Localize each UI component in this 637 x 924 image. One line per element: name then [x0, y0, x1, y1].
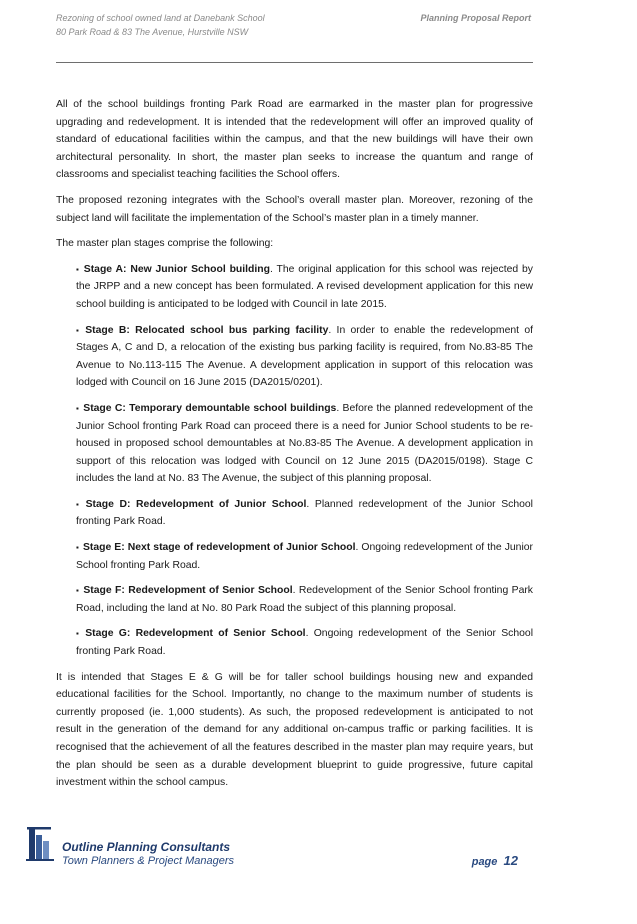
list-item [76, 582, 533, 617]
header-divider [56, 62, 533, 63]
bullet-icon: ▪ [76, 586, 80, 596]
stage-title: Stage G: Redevelopment of Senior School [85, 628, 306, 640]
stages-list [56, 261, 533, 661]
stage-text: . The original application for this school was rejected by the JRPP and a new concept has been formulated. A revised development application for this new school building is anticipated to be lodged with Council in late 2015. [76, 263, 533, 310]
list-item [76, 539, 533, 574]
header-title [56, 11, 265, 39]
bullet-icon: ▪ [76, 629, 82, 639]
page-number-value: 12 [503, 853, 518, 868]
stage-text: . Ongoing redevelopment of the Senior School fronting Park Road. [76, 628, 533, 658]
bullet-icon: ▪ [76, 543, 79, 553]
page-label: page [471, 856, 498, 868]
paragraph: The proposed rezoning integrates with the School’s overall master plan. Moreover, rezoning of the subject land will facilitate the implementation of the School’s master plan in a timely manner. [56, 194, 533, 224]
firm-name: Outline Planning Consultants [62, 840, 230, 854]
list-item [76, 261, 533, 314]
list-item [76, 496, 533, 531]
header-title-line2: 80 Park Road & 83 The Avenue, Hurstville NSW [56, 27, 249, 37]
stage-text: . Before the planned redevelopment of the Junior School fronting Park Road can proceed there is a need for Junior School students to be re-housed in proposed school demountables at No.83-85 The Avenue. A development application in support of this relocation was lodged with Council on 12 June 2015 (DA2015/0198). Stage C includes the land at No. 83 The Avenue, the subject of this planning proposal. [76, 402, 533, 485]
paragraph: It is intended that Stages E & G will be for taller school buildings housing new and expanded educational facilities for the School. Importantly, no change to the maximum number of students is currently proposed (ie. 1,000 students). As such, the proposed redevelopment is anticipated to not result in the generation of the demand for any additional on-campus traffic or parking facilities. It is recognised that the achievement of all the features described in the master plan may require years, but the plan should be seen as a durable development blueprint to guide progressive, future capital investment within the school campus. [56, 671, 533, 789]
bullet-icon: ▪ [76, 325, 82, 335]
page-number [472, 853, 518, 868]
bullet-icon: ▪ [76, 403, 80, 413]
stage-text: . Ongoing redevelopment of the Junior School fronting Park Road. [76, 542, 533, 571]
building-logo-icon [26, 825, 56, 865]
stage-title: Stage F: Redevelopment of Senior School [83, 585, 293, 597]
stage-text: . Planned redevelopment of the Junior School fronting Park Road. [76, 498, 533, 528]
document-body [56, 96, 533, 800]
paragraph: The master plan stages comprise the following: [56, 238, 274, 250]
bullet-icon: ▪ [76, 264, 80, 274]
stage-text: . In order to enable the redevelopment of Stages A, C and D, a relocation of the existing bus parking facility is required, from No.83-85 The Avenue to No.113-115 The Avenue. A development application in support of this relocation was lodged with Council on 16 June 2015 (DA2015/0201). [76, 324, 533, 389]
stage-title: Stage B: Relocated school bus parking facility [85, 324, 329, 336]
list-item [76, 400, 533, 488]
page-footer [26, 825, 546, 875]
stage-title: Stage E: Next stage of redevelopment of Junior School [82, 542, 356, 554]
stage-title: Stage C: Temporary demountable school buildings [83, 402, 337, 414]
firm-tagline: Town Planners & Project Managers [62, 855, 235, 867]
header-title-line1: Rezoning of school owned land at Danebank School [56, 13, 265, 23]
header-report-type: Planning Proposal Report [420, 13, 531, 23]
bullet-icon: ▪ [76, 499, 82, 509]
list-item [76, 625, 533, 660]
stage-title: Stage D: Redevelopment of Junior School [85, 498, 307, 510]
stage-text: . Redevelopment of the Senior School fronting Park Road, including the land at No. 80 Park Road the subject of this planning proposal. [76, 585, 533, 614]
list-item [76, 322, 533, 392]
paragraph: All of the school buildings fronting Park Road are earmarked in the master plan for progressive upgrading and redevelopment. It is intended that the redevelopment will offer an improved quality of standard of educational facilities within the campus, and that the new buildings will have their own architectural personality. In short, the master plan seeks to increase the quantum and range of classrooms and specialist teaching facilities the School offers. [56, 99, 533, 181]
stage-title: Stage A: New Junior School building [83, 263, 270, 275]
